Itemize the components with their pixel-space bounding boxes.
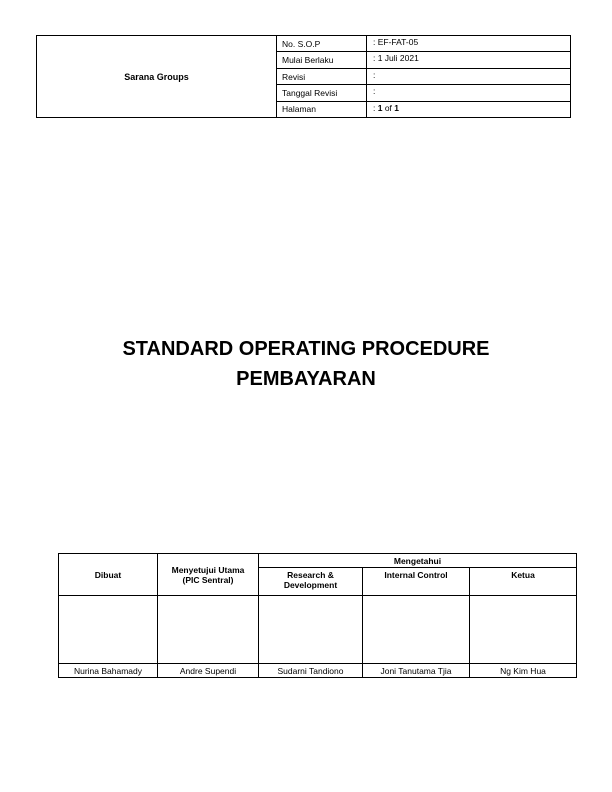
page-current: 1: [377, 102, 383, 113]
signer-name: Joni Tanutama Tjia: [363, 664, 470, 678]
revision-date-row: [277, 85, 570, 101]
approved-by-title: Menyetujui Utama: [171, 564, 245, 575]
sop-header-table: [36, 35, 571, 118]
effective-date-row: [277, 52, 570, 68]
effective-date-label: Mulai Berlaku: [277, 52, 367, 67]
title-line-1: STANDARD OPERATING PROCEDURE: [122, 338, 490, 360]
page-value: [367, 102, 570, 117]
signature-space: [59, 596, 158, 664]
effective-date-value: : 1 Juli 2021: [373, 53, 419, 64]
signer-name: Andre Supendi: [158, 664, 259, 678]
page-prefix: :: [373, 102, 378, 113]
sop-number-label: No. S.O.P: [277, 36, 367, 51]
signer-name: Nurina Bahamady: [59, 664, 158, 678]
sop-number-row: [277, 36, 570, 52]
rnd-header-line-1: Research &: [287, 570, 334, 580]
page-row: [277, 102, 570, 117]
page-total: 1: [394, 102, 400, 113]
acknowledged-by-header: Mengetahui: [259, 554, 577, 568]
revision-label: Revisi: [277, 69, 367, 84]
document-title: [0, 334, 612, 394]
rnd-header: [259, 568, 363, 596]
page-of: of: [382, 102, 395, 113]
signature-space: [470, 596, 577, 664]
signature-space: [259, 596, 363, 664]
signature-space: [363, 596, 470, 664]
signature-table: [58, 553, 577, 678]
revision-date-value: :: [373, 86, 376, 97]
signature-space: [158, 596, 259, 664]
page-label: Halaman: [277, 102, 367, 117]
signer-name: Sudarni Tandiono: [259, 664, 363, 678]
internal-control-header: Internal Control: [363, 568, 470, 596]
title-line-2: PEMBAYARAN: [236, 368, 376, 390]
sop-info: [277, 36, 570, 117]
approved-by-subtitle: (PIC Sentral): [182, 574, 234, 585]
prepared-by-header: Dibuat: [59, 554, 158, 596]
ketua-header: Ketua: [470, 568, 577, 596]
company-name: Sarana Groups: [37, 36, 277, 117]
approved-by-header: [158, 554, 259, 596]
rnd-header-line-2: Development: [283, 580, 338, 590]
signer-name: Ng Kim Hua: [470, 664, 577, 678]
revision-date-label: Tanggal Revisi: [277, 85, 367, 100]
revision-value: :: [373, 69, 376, 80]
revision-row: [277, 69, 570, 85]
sop-number-value: : EF-FAT-05: [373, 37, 419, 47]
